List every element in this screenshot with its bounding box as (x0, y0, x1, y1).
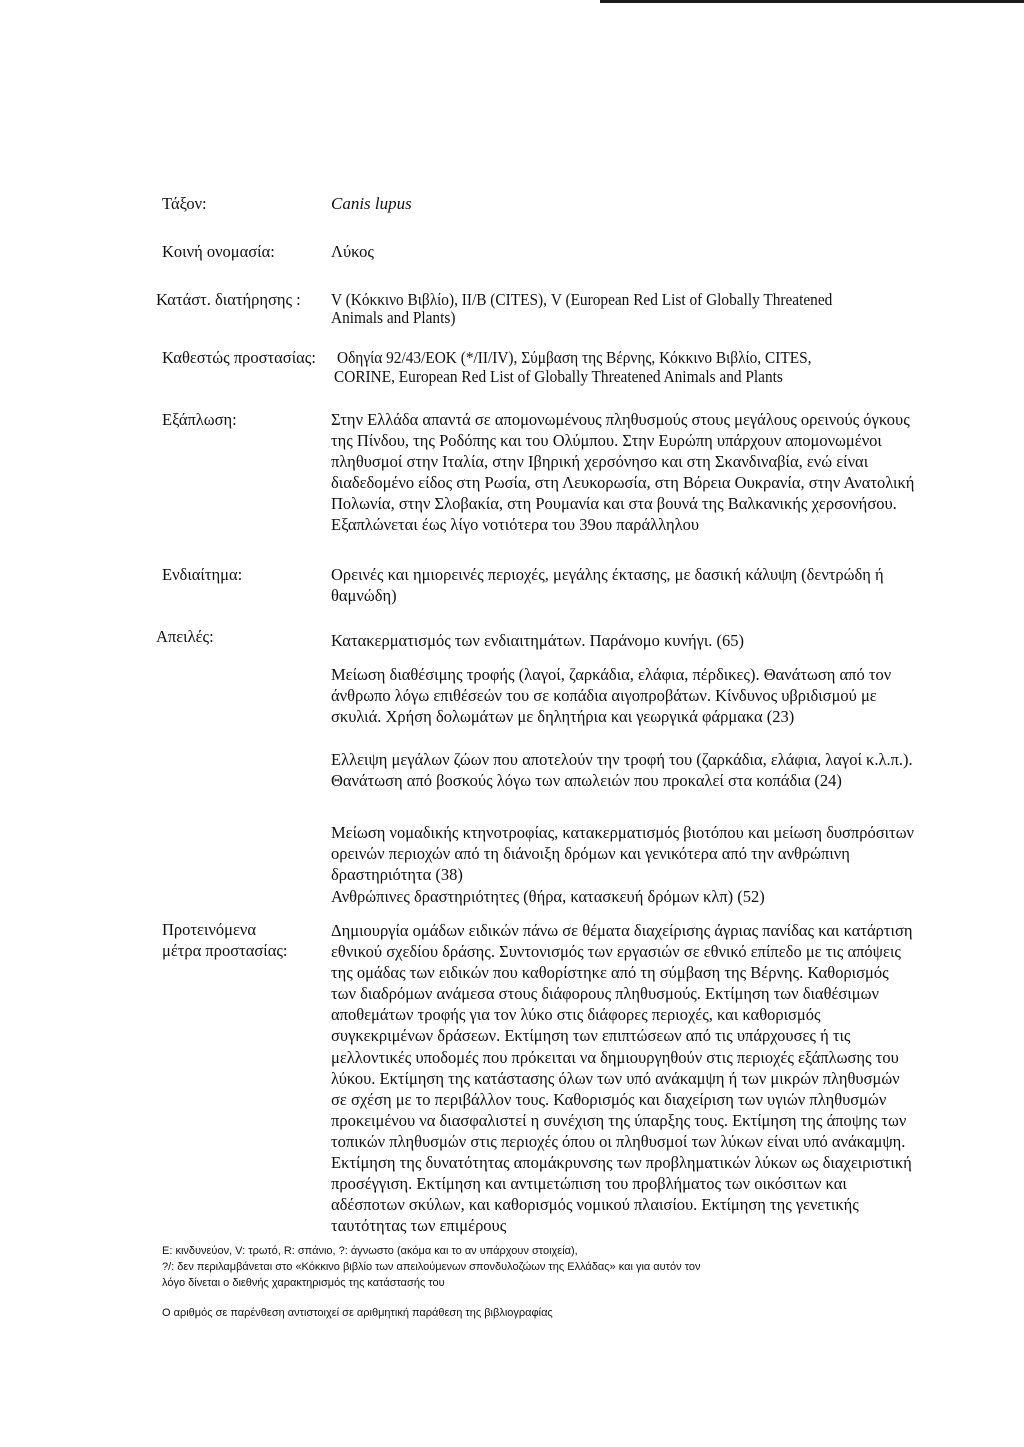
footnote-red-book: ?/: δεν περιλαμβάνεται στο «Κόκκινο βιβλίο των απειλούμενων σπονδυλοζώων της Ελλάδας» και για αυτόν τον (162, 1261, 701, 1273)
footnote-red-book-cont: λόγο δίνεται ο διεθνής χαρακτηρισμός της κατάστασής του (162, 1277, 445, 1289)
proposed-measures-text: Δημιουργία ομάδων ειδικών πάνω σε θέματα διαχείρισης άγριας πανίδας και κατάρτιση εθνικού σχεδίου δράσης. Συντονισμός των εργασιών σε εθνικό επίπεδο με τις απόψεις της ομάδας των ειδικών που καθορίστηκε από τη σύμβαση της Βέρνης. Καθορισμός των διαδρόμων ανάμεσα στους διάφορους πληθυσμούς. Εκτίμηση των διαθέσιμων αποθεμάτων τροφής για τον λύκο στις διάφορες περιοχές, και καθορισμός συγκεκριμένων δράσεων. Εκτίμηση των επιπτώσεων από τις υπάρχουσες ή τις μελλοντικές υποδομές που πρόκειται να δημιουργηθούν στις περιοχές εξάπλωσης του λύκου. Εκτίμηση της κατάστασης όλων των υπό ανάκαμψη ή των μικρών πληθυσμών σε σχέση με το περιβάλλον τους. Καθορισμός και διαχείριση των υγιών πληθυσμών προκειμένου να διασφαλιστεί η συνέχιση της ύπαρξης τους. Εκτίμηση της άποψης των τοπικών πληθυσμών στις περιοχές όπου οι πληθυσμοί των λύκων είναι υπό ανάκαμψη. Εκτίμηση της δυνατότητας απομάκρυνσης των προβληματικών λύκων ως διαχειριστική προσέγγιση. Εκτίμηση και αντιμετώπιση του προβλήματος των οικόσιτων και αδέσποτων σκύλων, και καθορισμός νομικού πλαισίου. Εκτίμηση της γενετικής ταυτότητας των επιμέρους (331, 921, 913, 1236)
top-rule (600, 0, 1024, 3)
proposed-measures-label-line2: μέτρα προστασίας: (162, 941, 288, 960)
footnote-bibliography: Ο αριθμός σε παρένθεση αντιστοιχεί σε αριθμητική παράθεση της βιβλιογραφίας (162, 1307, 553, 1319)
protection-status-line1: Οδηγία 92/43/ΕΟΚ (*/ΙΙ/ΙV), Σύμβαση της Βέρνης, Κόκκινο Βιβλίο, CITES, (337, 348, 812, 367)
conservation-status-label: Κατάστ. διατήρησης : (156, 290, 301, 309)
habitat-label: Ενδιαίτημα: (162, 565, 243, 584)
threat-item: Μείωση νομαδικής κτηνοτροφίας, κατακερματισμός βιοτόπου και μείωση δυσπρόσιτων ορεινών περιοχών από τη διάνοιξη δρόμων και γενικότερα από την ανθρώπινη δραστηριότητα (38) (331, 823, 915, 885)
proposed-measures-label-line1: Προτεινόμενα (162, 920, 256, 939)
common-name-value: Λύκος (331, 242, 374, 261)
distribution-label: Εξάπλωση: (162, 410, 237, 429)
footnote-legend: Ε: κινδυνεύον, V: τρωτό, R: σπάνιο, ?: άγνωστο (ακόμα και το αν υπάρχουν στοιχεία), (162, 1245, 578, 1257)
taxon-label: Τάξον: (162, 194, 207, 213)
conservation-status-line2: Animals and Plants) (331, 308, 456, 327)
common-name-label: Κοινή ονομασία: (162, 242, 275, 261)
habitat-text: Ορεινές και ημιορεινές περιοχές, μεγάλης έκτασης, με δασική κάλυψη (δεντρώδη ή θαμνώδη) (331, 565, 884, 605)
protection-status-label: Καθεστώς προστασίας: (162, 348, 316, 367)
threat-item: Ανθρώπινες δραστηριότητες (θήρα, κατασκευή δρόμων κλπ) (52) (331, 887, 765, 906)
threat-item: Μείωση διαθέσιμης τροφής (λαγοί, ζαρκάδια, ελάφια, πέρδικες). Θανάτωση από τον άνθρωπο λόγω επιθέσεών του σε κοπάδια αιγοπροβάτων. Κίνδυνος υβριδισμού με σκυλιά. Χρήση δολωμάτων με δηλητήρια και γεωργικά φάρμακα (23) (331, 665, 892, 727)
protection-status-line2: CORINE, European Red List of Globally Threatened Animals and Plants (334, 367, 783, 386)
threat-item: Ελλειψη μεγάλων ζώων που αποτελούν την τροφή του (ζαρκάδια, ελάφια, λαγοί κ.λ.π.). Θανάτωση από βοσκούς λόγω των απωλειών που προκαλεί στα κοπάδια (24) (331, 750, 913, 791)
threat-item: Κατακερματισμός των ενδιαιτημάτων. Παράνομο κυνήγι. (65) (331, 631, 745, 650)
conservation-status-line1: V (Κόκκινο Βιβλίο), ΙΙ/Β (CITES), V (European Red List of Globally Threatened (331, 290, 833, 309)
taxon-value: Canis lupus (331, 194, 412, 213)
distribution-text: Στην Ελλάδα απαντά σε απομονωμένους πληθυσμούς στους μεγάλους ορεινούς όγκους της Πίνδου, της Ροδόπης και του Ολύμπου. Στην Ευρώπη υπάρχουν απομονωμένοι πληθυσμοί στην Ιταλία, στην Ιβηρική χερσόνησο και στη Σκανδιναβία, ενώ είναι διαδεδομένο είδος στη Ρωσία, στη Λευκορωσία, στη Βόρεια Ουκρανία, στην Ανατολική Πολωνία, στην Σλοβακία, στη Ρουμανία και στα βουνά της Βαλκανικής χερσονήσου. Εξαπλώνεται έως λίγο νοτιότερα του 39ου παράλληλου (331, 410, 915, 534)
threats-label: Απειλές: (156, 627, 214, 646)
